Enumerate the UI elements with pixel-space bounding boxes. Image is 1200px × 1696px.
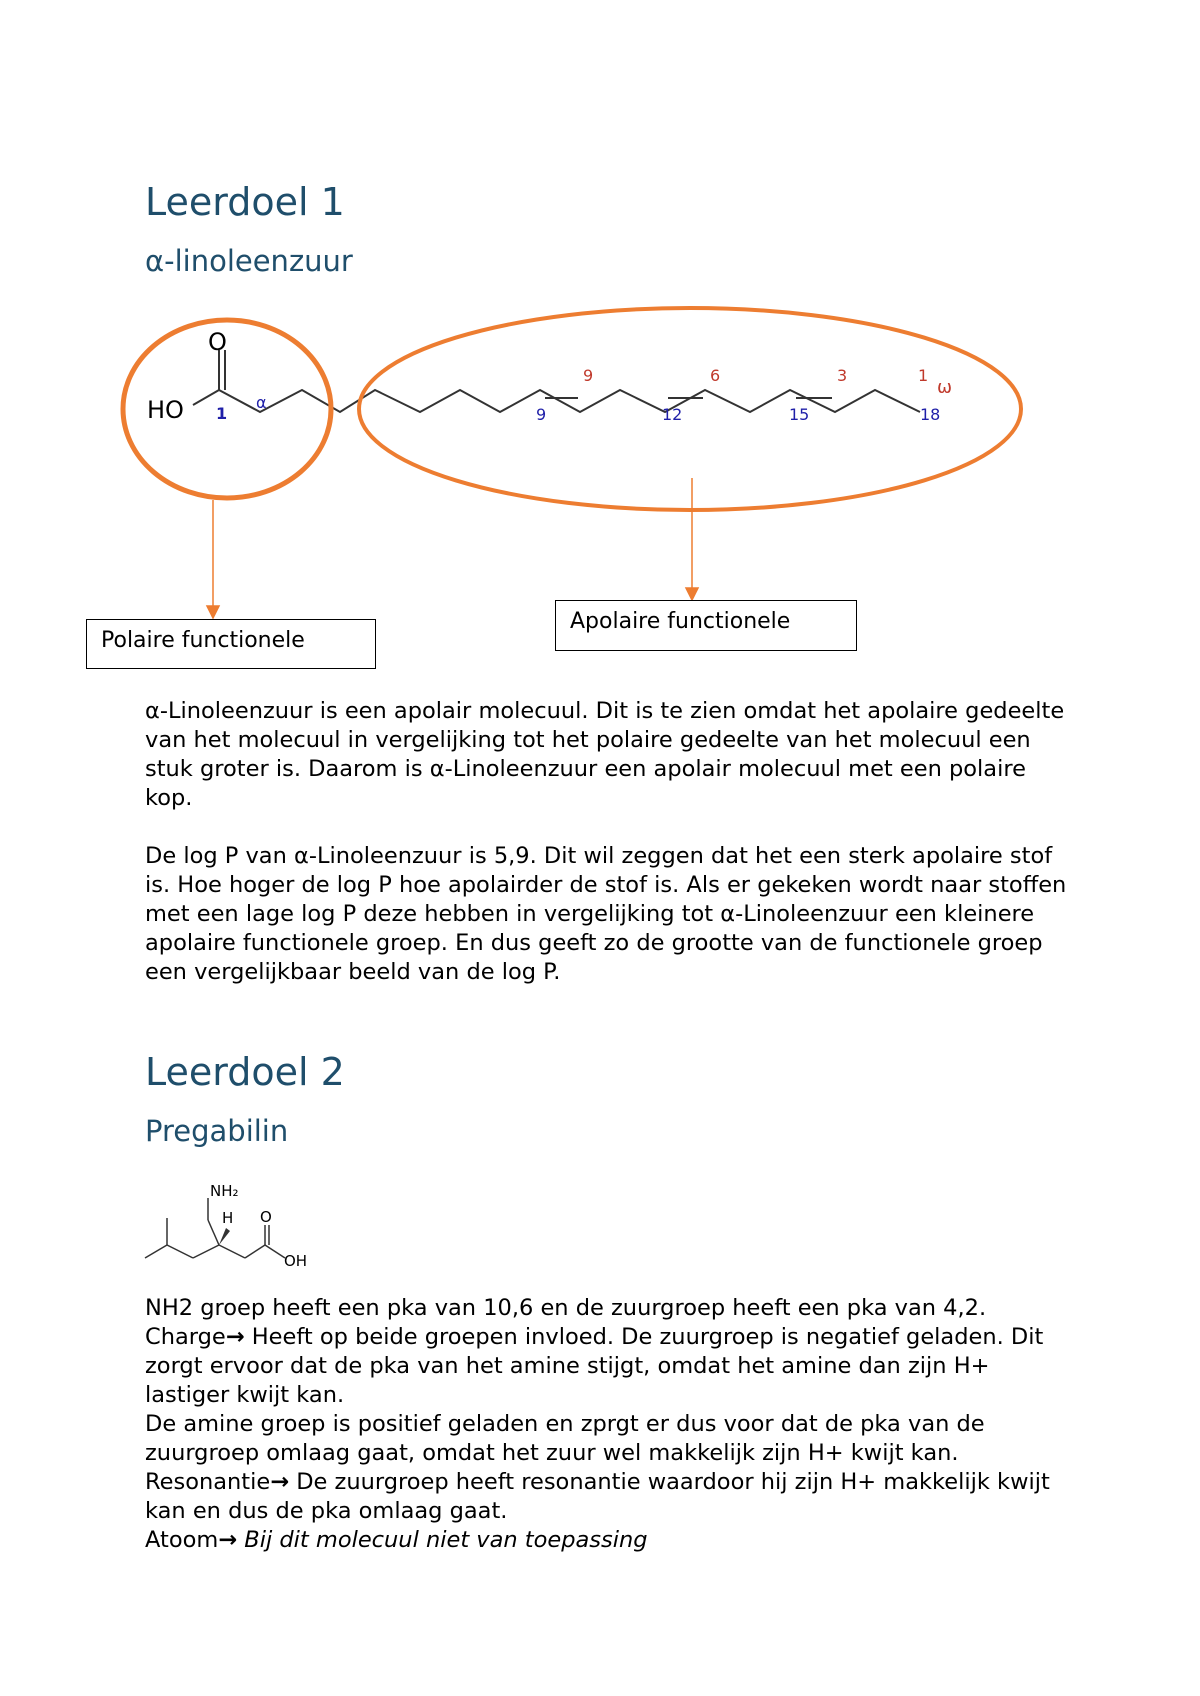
subheading-pregabilin: Pregabilin [145,1114,289,1148]
polar-functional-box [86,619,376,669]
bottom-number-9: 9 [536,405,547,424]
resonance-text: De zuurgroep heeft resonantie waardoor hij zijn H+ makkelijk kwijt kan en dus de pka omlaag gaat. [145,1469,1050,1524]
paragraph-apolar-text: α-Linoleenzuur is een apolair molecuul. Dit is te zien omdat het apolaire gedeelte van het molecuul in vergelijking tot het polaire gedeelte van het molecuul een stuk groter is. Daarom is α-Linoleenzuur een apolair molecuul met een polaire kop. [145,698,1065,811]
pregabilin-hydroxyl-label: OH [284,1252,308,1270]
charge-paragraph [145,1323,1075,1410]
bottom-number-18: 18 [920,405,941,424]
hydroxyl-label: HO [147,396,184,424]
resonance-paragraph [145,1468,1075,1526]
linolenic-acid-diagram [0,0,1200,700]
polar-functional-label: Polaire functionele [101,628,305,653]
oxygen-label: O [208,328,227,356]
bottom-number-15: 15 [789,405,810,424]
omega-label: ω [937,377,953,398]
bottom-number-12: 12 [662,405,683,424]
top-number-3: 3 [837,366,848,385]
subheading-linoleenzuur: α-linoleenzuur [145,244,353,278]
atom-paragraph [145,1526,1075,1555]
pka-line: NH2 groep heeft een pka van 10,6 en de zuurgroep heeft een pka van 4,2. [145,1295,987,1321]
pregabilin-discussion [145,1294,1075,1555]
carbon-1-label: 1 [216,404,228,423]
amine-label: NH₂ [210,1182,239,1200]
atom-label: Atoom [145,1527,219,1553]
polar-arrow [207,500,219,618]
apolar-functional-label: Apolaire functionele [570,609,791,634]
heading-leerdoel-1: Leerdoel 1 [145,180,345,224]
carbon-chain [193,350,920,412]
top-number-6: 6 [710,366,721,385]
amine-paragraph: De amine groep is positief geladen en zprgt er dus voor dat de pka van de zuurgroep omlaag gaat, omdat het zuur wel makkelijk zijn H+ kwijt kan. [145,1411,985,1466]
resonance-label: Resonantie [145,1469,271,1495]
paragraph-apolar [145,697,1075,813]
apolar-arrow [686,478,698,600]
bond-ho-c1 [193,390,219,405]
arrow-icon: → [218,1527,238,1553]
charge-label: Charge [145,1324,226,1350]
paragraph-logp-text: De log P van α-Linoleenzuur is 5,9. Dit wil zeggen dat het een sterk apolaire stof is. Hoe hoger de log P hoe apolairder de stof is. Als er gekeken wordt naar stoffen met een lage log P deze hebben in vergelijking tot α-Linoleenzuur een kleinere apolaire functionele groep. En dus geeft zo de grootte van de functionele groep een vergelijkbaar beeld van de log P. [145,843,1067,985]
pregabilin-structure [0,1170,400,1280]
arrow-icon: → [225,1324,245,1350]
arrow-icon: → [270,1469,290,1495]
chain-polyline [219,390,920,412]
top-number-9: 9 [583,366,594,385]
hydrogen-label: H [222,1209,234,1227]
paragraph-logp [145,842,1075,987]
alpha-label: α [256,393,267,412]
carbonyl-oxygen-label: O [260,1208,272,1226]
heading-leerdoel-2: Leerdoel 2 [145,1050,345,1094]
atom-text: Bij dit molecuul niet van toepassing [244,1527,648,1553]
top-number-1: 1 [918,366,929,385]
apolar-functional-box [555,600,857,651]
charge-text: Heeft op beide groepen invloed. De zuurgroep is negatief geladen. Dit zorgt ervoor dat de pka van het amine stijgt, omdat het amine dan zijn H+ lastiger kwijt kan. [145,1324,1044,1408]
